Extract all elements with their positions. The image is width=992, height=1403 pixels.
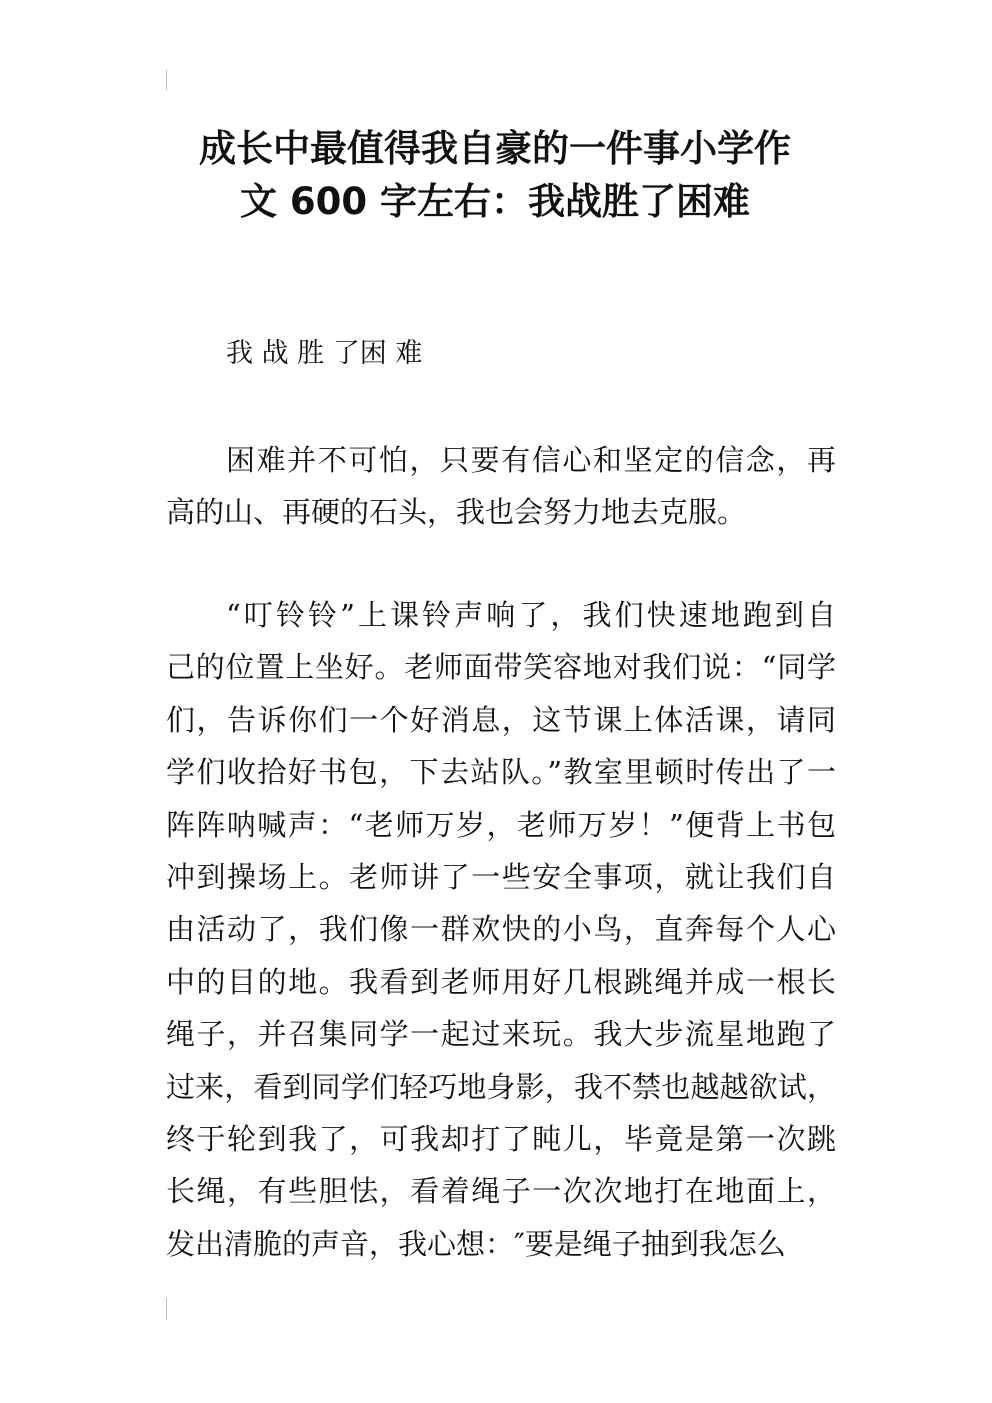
paragraph-line: 绳子，并召集同学一起过来玩。我大步流星地跑了 (166, 1017, 836, 1052)
paragraph-line: “叮铃铃”上课铃声响了，我们快速地跑到自 (226, 598, 836, 632)
paragraph-line: 长绳，有些胆怯，看着绳子一次次地打在地面上， (166, 1174, 836, 1209)
document-title-line: 成长中最值得我自豪的一件事小学作 (199, 127, 791, 170)
paragraph-line: 学们收拾好书包，下去站队。”教室里顿时传出了一 (166, 755, 836, 790)
paragraph-line: 发出清脆的声音，我心想：″要是绳子抽到我怎么 (166, 1226, 786, 1261)
document-title-line: 文 600 字左右：我战胜了困难 (240, 180, 750, 223)
paragraph-line: 们，告诉你们一个好消息，这节课上体活课，请同 (166, 702, 836, 737)
paragraph-line: 终于轮到我了，可我却打了盹儿，毕竟是第一次跳 (166, 1122, 836, 1157)
paragraph-line: 由活动了，我们像一群欢快的小鸟，直奔每个人心 (166, 912, 836, 947)
essay-subtitle: 我 战 胜 了困 难 (226, 338, 423, 369)
paragraph-line: 过来，看到同学们轻巧地身影，我不禁也越越欲试， (166, 1069, 836, 1104)
paragraph (166, 434, 836, 539)
paragraph-line: 阵阵呐喊声：“老师万岁，老师万岁！”便背上书包 (166, 807, 836, 842)
paragraph-line: 高的山、再硬的石头，我也会努力地去克服。 (166, 495, 747, 530)
document-title (150, 122, 840, 228)
paragraph-line: 中的目的地。我看到老师用好几根跳绳并成一根长 (166, 964, 836, 999)
page-corner-mark-top (166, 70, 167, 90)
paragraph-line: 冲到操场上。老师讲了一些安全事项，就让我们自 (166, 860, 836, 895)
paragraph-line: 困难并不可怕，只要有信心和坚定的信念，再 (226, 443, 836, 477)
page-corner-mark-bottom (166, 1298, 167, 1320)
paragraph (166, 589, 836, 1270)
paragraph-line: 己的位置上坐好。老师面带笑容地对我们说：“同学 (166, 650, 836, 685)
